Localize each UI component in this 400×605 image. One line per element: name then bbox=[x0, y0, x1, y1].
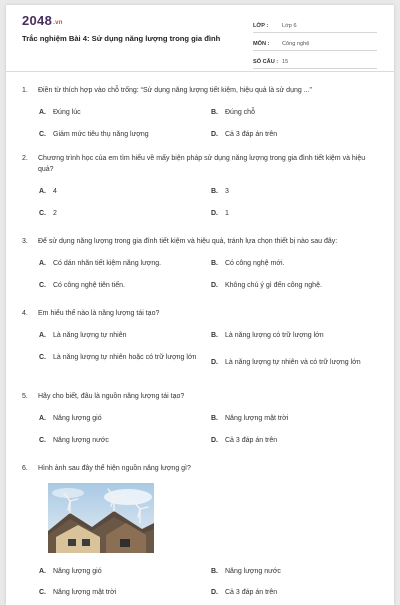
answer-option[interactable] bbox=[39, 414, 193, 424]
option-text: Là năng lượng tự nhiên và có trữ lượng lớn bbox=[225, 359, 361, 366]
option-text: Năng lượng gió bbox=[53, 568, 102, 575]
option-text: Năng lượng gió bbox=[53, 415, 102, 422]
option-letter: D. bbox=[211, 131, 218, 138]
meta-label: SỐ CÂU : bbox=[253, 59, 279, 65]
option-letter: D. bbox=[211, 282, 218, 289]
answer-option[interactable] bbox=[39, 187, 193, 197]
option-letter: B. bbox=[211, 109, 218, 116]
worksheet-meta bbox=[253, 15, 377, 69]
option-letter: D. bbox=[211, 437, 218, 444]
option-letter: A. bbox=[39, 260, 46, 267]
meta-row-question-count bbox=[253, 51, 377, 69]
question-number: 6. bbox=[22, 465, 28, 472]
option-text: 4 bbox=[53, 188, 57, 195]
answer-option[interactable] bbox=[39, 331, 193, 341]
option-letter: C. bbox=[39, 210, 46, 217]
option-letter: B. bbox=[211, 332, 218, 339]
option-text: Đúng chỗ bbox=[225, 109, 255, 116]
wind-turbine-house-image bbox=[48, 483, 154, 553]
option-letter: D. bbox=[211, 210, 218, 217]
option-text: Là năng lượng tự nhiên hoặc có trữ lượng lớn bbox=[53, 354, 197, 361]
meta-label: LỚP : bbox=[253, 23, 269, 29]
answer-option[interactable] bbox=[211, 187, 365, 197]
answer-option[interactable] bbox=[39, 588, 193, 598]
option-letter: A. bbox=[39, 188, 46, 195]
question-number: 2. bbox=[22, 155, 28, 162]
option-text: Năng lượng nước bbox=[53, 437, 109, 444]
answer-option[interactable] bbox=[39, 281, 193, 291]
answer-option[interactable] bbox=[211, 209, 365, 219]
question-1 bbox=[22, 85, 382, 96]
question-text: Hãy cho biết, đâu là nguồn năng lượng tái tạo? bbox=[38, 393, 185, 400]
question-3 bbox=[22, 236, 382, 247]
option-letter: B. bbox=[211, 260, 218, 267]
meta-value: Công nghệ bbox=[282, 41, 310, 47]
question-text: Chương trình học của em tìm hiểu về mấy biện pháp sử dụng năng lượng trong gia đình tiết kiệm và hiệu quả? bbox=[38, 155, 366, 173]
option-text: 3 bbox=[225, 188, 229, 195]
question-text: Em hiểu thế nào là năng lượng tái tạo? bbox=[38, 310, 160, 317]
option-letter: B. bbox=[211, 415, 218, 422]
option-text: Cả 3 đáp án trên bbox=[225, 589, 278, 596]
option-text: Năng lượng mặt trời bbox=[225, 415, 289, 422]
option-text: Giảm mức tiêu thụ năng lượng bbox=[53, 131, 149, 138]
option-letter: C. bbox=[39, 589, 46, 596]
question-number: 5. bbox=[22, 393, 28, 400]
question-6 bbox=[22, 463, 382, 474]
question-text: Điền từ thích hợp vào chỗ trống: “Sử dụng năng lượng tiết kiệm, hiệu quả là sử dụng ...” bbox=[38, 87, 312, 94]
answer-option[interactable] bbox=[211, 108, 365, 118]
option-text: Là năng lượng có trữ lượng lớn bbox=[225, 332, 324, 339]
question-2 bbox=[22, 153, 382, 175]
option-letter: A. bbox=[39, 568, 46, 575]
answer-option[interactable] bbox=[39, 353, 203, 363]
option-text: 2 bbox=[53, 210, 57, 217]
meta-row-class bbox=[253, 15, 377, 33]
option-text: Không chú ý gì đến công nghệ. bbox=[225, 282, 322, 289]
option-letter: B. bbox=[211, 188, 218, 195]
answer-option[interactable] bbox=[39, 130, 193, 140]
question-number: 3. bbox=[22, 238, 28, 245]
question-number: 1. bbox=[22, 87, 28, 94]
option-letter: C. bbox=[39, 354, 46, 361]
answer-option[interactable] bbox=[211, 567, 365, 577]
answer-option[interactable] bbox=[39, 108, 193, 118]
option-letter: C. bbox=[39, 131, 46, 138]
page-title: Trắc nghiệm Bài 4: Sử dụng năng lượng trong gia đình bbox=[22, 34, 221, 43]
site-logo[interactable]: 2048.vn bbox=[22, 13, 63, 28]
option-text: Có công nghệ tiên tiến. bbox=[53, 282, 125, 289]
question-number: 4. bbox=[22, 310, 28, 317]
meta-label: MÔN : bbox=[253, 41, 270, 47]
answer-option[interactable] bbox=[211, 414, 365, 424]
option-text: Có dán nhãn tiết kiệm năng lượng. bbox=[53, 260, 162, 267]
answer-option[interactable] bbox=[211, 130, 365, 140]
option-letter: C. bbox=[39, 437, 46, 444]
option-letter: A. bbox=[39, 332, 46, 339]
answer-option[interactable] bbox=[211, 281, 365, 291]
option-text: Cả 3 đáp án trên bbox=[225, 437, 278, 444]
question-photo-wind-turbines bbox=[48, 483, 154, 553]
answer-option[interactable] bbox=[211, 436, 365, 446]
question-text: Để sử dụng năng lượng trong gia đình tiết kiệm và hiệu quả, tránh lựa chọn thiết bị nào sau đây: bbox=[38, 238, 338, 245]
option-text: Năng lượng mặt trời bbox=[53, 589, 117, 596]
option-text: Năng lượng nước bbox=[225, 568, 281, 575]
option-text: Đúng lúc bbox=[53, 109, 81, 116]
meta-value: 15 bbox=[282, 59, 289, 65]
option-letter: C. bbox=[39, 282, 46, 289]
option-text: Có công nghệ mới. bbox=[225, 260, 285, 267]
meta-row-subject bbox=[253, 33, 377, 51]
answer-option[interactable] bbox=[211, 358, 394, 368]
header-divider bbox=[6, 71, 394, 72]
answer-option[interactable] bbox=[211, 259, 365, 269]
question-text: Hình ảnh sau đây thể hiện nguồn năng lượng gì? bbox=[38, 465, 191, 472]
answer-option[interactable] bbox=[211, 331, 385, 341]
option-text: 1 bbox=[225, 210, 229, 217]
option-text: Cả 3 đáp án trên bbox=[225, 131, 278, 138]
answer-option[interactable] bbox=[39, 567, 193, 577]
worksheet-page bbox=[6, 5, 394, 605]
question-4 bbox=[22, 308, 382, 319]
meta-value: Lớp 6 bbox=[282, 23, 297, 29]
answer-option[interactable] bbox=[211, 588, 365, 598]
question-5 bbox=[22, 391, 382, 402]
option-letter: D. bbox=[211, 589, 218, 596]
option-text: Là năng lượng tự nhiên bbox=[53, 332, 127, 339]
answer-option[interactable] bbox=[39, 436, 193, 446]
option-letter: B. bbox=[211, 568, 218, 575]
answer-option[interactable] bbox=[39, 209, 193, 219]
worksheet-header bbox=[6, 5, 394, 71]
option-letter: A. bbox=[39, 415, 46, 422]
answer-option[interactable] bbox=[39, 259, 193, 269]
option-letter: D. bbox=[211, 359, 218, 366]
option-letter: A. bbox=[39, 109, 46, 116]
